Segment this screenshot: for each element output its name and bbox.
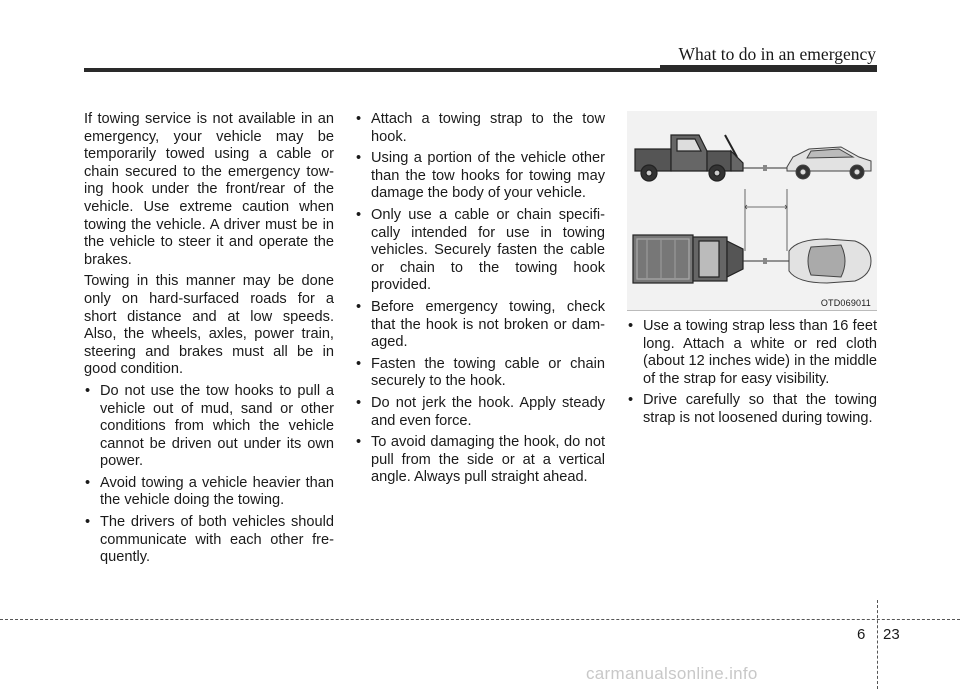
list-item: • Attach a towing strap to the tow hook.	[355, 111, 605, 146]
figure-rule	[627, 310, 877, 311]
page-number: 23	[883, 626, 900, 643]
header-rule	[84, 68, 877, 72]
text-column-1	[84, 111, 334, 571]
towing-illustration	[627, 111, 877, 311]
figure-code: OTD069011	[820, 298, 871, 308]
paragraph: Towing in this manner may be done only on hard-surfaced roads for a short distance and at low speeds. Also, the wheels, axles, power train, steering and brakes must all be in good condition.	[84, 273, 334, 378]
list-item: • Do not jerk the hook. Apply steady and even force.	[355, 395, 605, 430]
sedan-side	[787, 147, 871, 179]
list-item: • Only use a cable or chain specifically intended for use in towing vehicles. Securely fasten the cable or chain to the towing hook provided.	[355, 207, 605, 295]
list-item: • Do not use the tow hooks to pull a vehicle out of mud, sand or other conditions from which the vehicle cannot be driven out under its own power.	[84, 383, 334, 471]
bullet-list	[627, 318, 877, 428]
sedan-top	[789, 239, 871, 283]
list-item: • Drive carefully so that the towing strap is not loosened during towing.	[627, 392, 877, 427]
text-column-2	[355, 111, 605, 491]
towing-diagram	[627, 111, 877, 311]
footer-divider	[0, 619, 960, 620]
list-item: • Using a portion of the vehicle other than the tow hooks for towing may damage the body of your vehicle.	[355, 150, 605, 203]
watermark: carmanualsonline.info	[586, 664, 758, 683]
text-column-3	[627, 318, 877, 432]
list-item: • Before emergency towing, check that the hook is not broken or damaged.	[355, 299, 605, 352]
footer-vertical-divider	[877, 600, 878, 689]
list-item: • Fasten the towing cable or chain securely to the hook.	[355, 356, 605, 391]
list-item: • The drivers of both vehicles should communicate with each other frequently.	[84, 514, 334, 567]
paragraph: If towing service is not available in an emergency, your vehicle may be temporarily towed using a cable or chain secured to the emergency towing hook under the front/rear of the vehicle. Use extreme caution when towing the vehicle. A driver must be in the vehicle to steer it and operate the brakes.	[84, 111, 334, 268]
bullet-list	[355, 111, 605, 487]
cloth-marker	[763, 165, 767, 171]
tow-truck-top	[633, 235, 743, 283]
bullet-list	[84, 383, 334, 567]
list-item: • Avoid towing a vehicle heavier than the vehicle doing the towing.	[84, 475, 334, 510]
chapter-number: 6	[857, 626, 866, 643]
section-title: What to do in an emergency	[678, 44, 876, 64]
list-item: • Use a towing strap less than 16 feet long. Attach a white or red cloth (about 12 inches wide) in the middle of the strap for easy visibility.	[627, 318, 877, 388]
tow-truck-side	[635, 135, 743, 181]
list-item: • To avoid damaging the hook, do not pull from the side or at a vertical angle. Always pull straight ahead.	[355, 434, 605, 487]
